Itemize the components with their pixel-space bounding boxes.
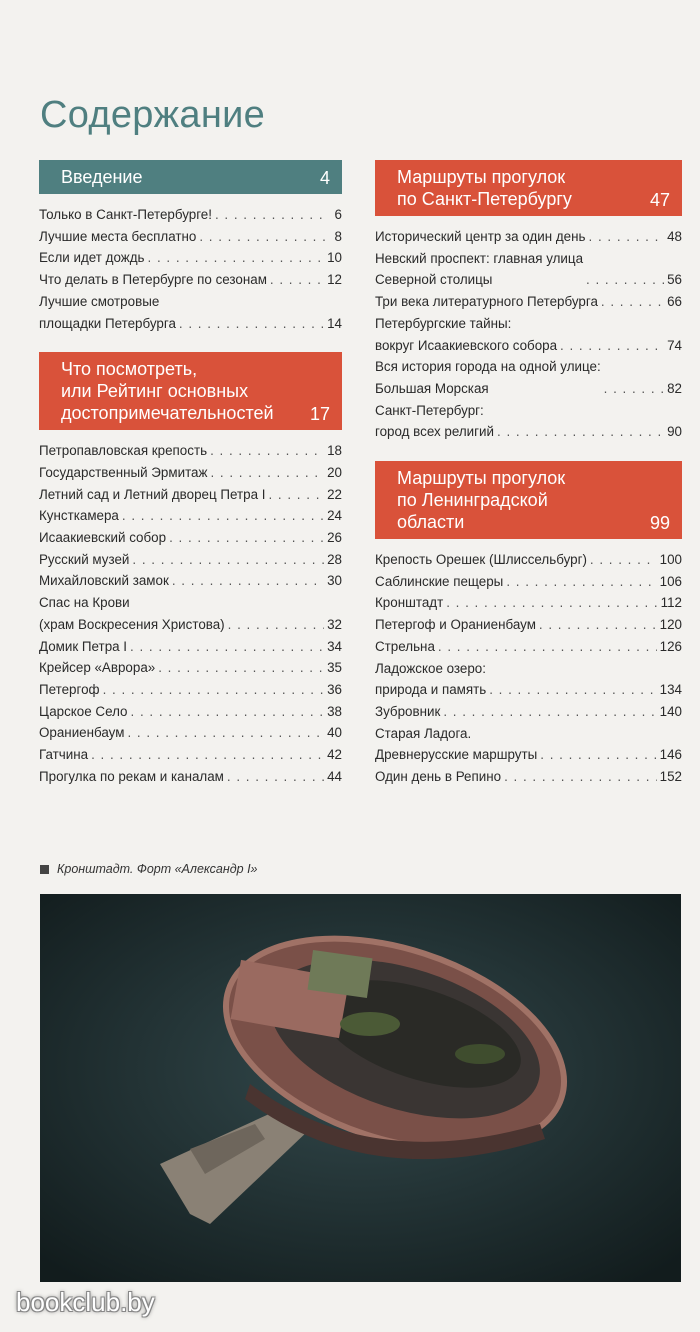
toc-leader-dots: [179, 313, 324, 335]
toc-entry-page: 126: [659, 638, 682, 654]
toc-entry-page: 32: [327, 616, 342, 632]
toc-entry-title: [39, 722, 124, 744]
toc-leader-dots: [228, 614, 324, 636]
toc-entry-title-line: Исторический центр за один день: [375, 229, 586, 244]
section-page-number: 17: [309, 404, 330, 425]
section-heading-line: Маршруты прогулок: [397, 167, 566, 187]
toc-entry-page: 152: [659, 769, 682, 785]
toc-entry-title: [375, 313, 557, 356]
toc-leader-dots: [103, 679, 325, 701]
toc-entry-page: 35: [327, 660, 342, 676]
toc-entry[interactable]: [375, 291, 682, 313]
section-heading-line: по Ленинградской: [397, 490, 548, 511]
toc-entry-page: 48: [667, 229, 682, 244]
toc-entry[interactable]: [39, 226, 342, 248]
toc-entry-page: 90: [667, 424, 682, 440]
toc-entry-page: 146: [659, 747, 682, 763]
toc-entry-title: [375, 723, 537, 766]
toc-leader-dots: [438, 636, 657, 658]
toc-entry[interactable]: [375, 614, 682, 636]
section-heading-line: Что посмотреть,: [61, 359, 198, 380]
section-heading-line: Введение: [61, 167, 143, 187]
toc-entry-title-line: Древнерусские маршруты: [375, 747, 538, 763]
section-page-number: 4: [319, 168, 330, 188]
toc-entry-page: 140: [659, 703, 682, 719]
section-heading-lines: [397, 166, 672, 210]
toc-entry-title-line: Лучшие места бесплатно: [39, 228, 197, 244]
toc-entry-title-line: Михайловский замок: [39, 573, 169, 589]
toc-entry-page: 18: [327, 443, 342, 459]
toc-entry-title: [375, 400, 494, 443]
toc-leader-dots: [270, 269, 324, 291]
fort-photo: [40, 894, 681, 1282]
toc-entry-title: [39, 766, 224, 788]
toc-entry-title-line: Стрельна: [375, 638, 435, 654]
toc-entry-title: [375, 248, 583, 291]
toc-left-column: [39, 160, 342, 805]
toc-entry-title-line: Государственный Эрмитаж: [39, 464, 208, 480]
toc-entry-title: [39, 744, 88, 766]
toc-entry-title-line: Спас на Крови: [39, 595, 130, 611]
fort-illustration: [40, 894, 681, 1282]
toc-entry-title: [39, 440, 207, 462]
toc-entry-title: [375, 592, 443, 614]
toc-leader-dots: [560, 335, 664, 357]
section-page-number: 99: [649, 513, 670, 534]
toc-leader-dots: [172, 570, 324, 592]
toc-entry-page: 82: [667, 380, 682, 396]
toc-entry-title-line: Санкт-Петербург:: [375, 402, 484, 418]
toc-entry[interactable]: [39, 247, 342, 269]
toc-entry-title-line: вокруг Исаакиевского собора: [375, 337, 558, 353]
section-heading-line: по Санкт-Петербургу: [397, 189, 572, 209]
page-title: Содержание: [40, 94, 266, 136]
toc-leader-dots: [122, 505, 324, 527]
toc-entry-title-line: Крепость Орешек (Шлиссельбург): [375, 552, 587, 568]
toc-entry[interactable]: [375, 766, 682, 788]
toc-entry-title-line: Только в Санкт-Петербурге!: [39, 207, 212, 222]
toc-entry-list: [39, 440, 342, 787]
toc-entry-title: [39, 527, 166, 549]
toc-leader-dots: [131, 701, 325, 723]
toc-entry-title-line: (храм Воскресения Христова): [39, 616, 225, 632]
toc-entry-title-line: Если идет дождь: [39, 250, 145, 266]
toc-entry-title-line: Прогулка по рекам и каналам: [39, 768, 224, 784]
toc-entry-title-line: Невский проспект: главная улица: [375, 250, 584, 266]
toc-leader-dots: [199, 226, 325, 248]
section-heading-line: достопримечательностей: [61, 403, 274, 424]
toc-entry[interactable]: [375, 356, 682, 399]
toc-entry-page: 40: [327, 725, 342, 741]
toc-entry-title-line: Три века литературного Петербурга: [375, 294, 598, 310]
toc-entry-title-line: Ладожское озеро:: [375, 660, 486, 676]
toc-entry-list: [39, 204, 342, 334]
toc-entry-page: 28: [327, 551, 342, 567]
toc-entry-title-line: Кунсткамера: [39, 508, 119, 524]
toc-entry-title-line: Старая Ладога.: [375, 725, 472, 741]
toc-entry-title: [39, 484, 265, 506]
toc-entry[interactable]: [39, 484, 342, 506]
toc-leader-dots: [91, 744, 324, 766]
toc-entry-page: 24: [327, 508, 342, 524]
toc-entry-page: 22: [327, 486, 342, 502]
toc-entry[interactable]: [39, 592, 342, 635]
toc-entry-title: [375, 291, 598, 313]
toc-leader-dots: [590, 549, 657, 571]
toc-entry-title: [39, 592, 225, 635]
toc-entry-page: 106: [659, 573, 682, 589]
toc-entry-page: 20: [327, 464, 342, 480]
section-heading[interactable]: [375, 160, 682, 216]
toc-leader-dots: [604, 378, 664, 400]
toc-entry[interactable]: [375, 226, 682, 248]
toc-entry-title: [375, 571, 503, 593]
toc-entry-title-line: Петербургские тайны:: [375, 315, 512, 331]
toc-entry-page: 36: [327, 681, 342, 697]
toc-entry[interactable]: [39, 269, 342, 291]
toc-leader-dots: [489, 679, 656, 701]
toc-entry-page: 6: [334, 207, 342, 222]
toc-entry-title: [39, 291, 176, 334]
toc-entry-title-line: площадки Петербурга: [39, 315, 176, 331]
toc-entry-title-line: Ораниенбаум: [39, 725, 125, 741]
toc-leader-dots: [132, 549, 324, 571]
toc-leader-dots: [210, 462, 324, 484]
toc-entry-title-line: Крейсер «Аврора»: [39, 660, 156, 676]
section-heading-line: Маршруты прогулок: [397, 468, 566, 489]
toc-entry-title-line: Летний сад и Летний дворец Петра I: [39, 486, 266, 502]
toc-entry[interactable]: [39, 505, 342, 527]
toc-entry-title-line: Гатчина: [39, 747, 89, 763]
toc-leader-dots: [268, 484, 324, 506]
caption-bullet-icon: [40, 865, 49, 874]
toc-entry-page: 14: [327, 315, 342, 331]
toc-entry[interactable]: [375, 636, 682, 658]
photo-caption: [40, 862, 258, 876]
section-heading[interactable]: [39, 160, 342, 194]
toc-entry[interactable]: [39, 766, 342, 788]
toc-leader-dots: [210, 440, 324, 462]
toc-leader-dots: [148, 247, 325, 269]
section-heading[interactable]: [375, 461, 682, 539]
toc-entry-title-line: Петергоф: [39, 681, 100, 697]
toc-entry-page: 34: [327, 638, 342, 654]
toc-entry-page: 100: [659, 552, 682, 568]
toc-right-column: [375, 160, 682, 806]
toc-entry-page: 12: [327, 272, 342, 288]
toc-entry[interactable]: [39, 744, 342, 766]
toc-entry-title: [39, 269, 267, 291]
toc-entry-page: 42: [327, 747, 342, 763]
toc-entry[interactable]: [39, 549, 342, 571]
toc-entry-page: 26: [327, 530, 342, 546]
toc-leader-dots: [601, 291, 664, 313]
toc-entry-page: 112: [660, 595, 682, 611]
toc-leader-dots: [446, 592, 657, 614]
toc-entry-title-line: Домик Петра I: [39, 638, 128, 654]
toc-entry-title: [39, 462, 207, 484]
caption-text: Кронштадт. Форт «Александр I»: [57, 862, 258, 876]
toc-entry[interactable]: [39, 701, 342, 723]
toc-entry-page: 38: [327, 703, 342, 719]
toc-entry[interactable]: [375, 313, 682, 356]
toc-entry[interactable]: [375, 592, 682, 614]
toc-entry-title: [39, 204, 212, 226]
toc-entry-title: [375, 549, 587, 571]
toc-entry-page: 30: [327, 573, 342, 589]
toc-leader-dots: [540, 744, 656, 766]
toc-entry-title-line: Зубровник: [375, 703, 441, 719]
toc-entry-page: 44: [327, 768, 342, 784]
toc-entry-title: [39, 701, 128, 723]
toc-entry-title-line: Лучшие смотровые: [39, 293, 160, 309]
toc-entry-title: [375, 658, 486, 701]
toc-entry-title-line: Царское Село: [39, 703, 128, 719]
toc-entry-title-line: Петергоф и Ораниенбаум: [375, 617, 536, 633]
toc-entry[interactable]: [39, 440, 342, 462]
toc-entry[interactable]: [39, 462, 342, 484]
toc-entry-title: [375, 614, 536, 636]
toc-entry-title-line: Вся история города на одной улице:: [375, 359, 601, 375]
toc-leader-dots: [504, 766, 657, 788]
toc-leader-dots: [506, 571, 656, 593]
toc-entry-title: [39, 226, 196, 248]
toc-leader-dots: [158, 657, 324, 679]
toc-entry-title: [39, 657, 155, 679]
toc-entry-title: [39, 247, 145, 269]
toc-entry[interactable]: [375, 248, 682, 291]
toc-entry[interactable]: [39, 657, 342, 679]
toc-entry-title-line: Саблинские пещеры: [375, 573, 504, 589]
toc-leader-dots: [169, 527, 324, 549]
toc-entry-title: [375, 356, 601, 399]
section-heading[interactable]: [39, 352, 342, 430]
toc-entry-page: 8: [334, 228, 342, 244]
toc-entry-title: [375, 636, 435, 658]
toc-entry[interactable]: [39, 291, 342, 334]
toc-entry-page: 66: [667, 294, 682, 310]
toc-entry[interactable]: [39, 570, 342, 592]
toc-entry[interactable]: [375, 549, 682, 571]
toc-leader-dots: [227, 766, 324, 788]
toc-leader-dots: [586, 269, 664, 291]
toc-entry-title: [39, 505, 119, 527]
toc-entry-title: [375, 766, 501, 788]
section-page-number: 47: [649, 190, 670, 210]
section-heading-line: области: [397, 512, 465, 533]
toc-entry-page: 74: [667, 337, 682, 353]
section-heading-lines: [61, 166, 332, 188]
toc-entry-title: [39, 570, 169, 592]
toc-entry-page: 10: [327, 250, 342, 266]
toc-entry-title-line: природа и память: [375, 682, 487, 698]
toc-leader-dots: [589, 226, 665, 248]
toc-entry-title-line: Кронштадт: [375, 595, 444, 611]
toc-entry-title-line: город всех религий: [375, 424, 494, 440]
toc-entry-page: 56: [667, 272, 682, 288]
toc-entry[interactable]: [39, 204, 342, 226]
toc-entry[interactable]: [375, 400, 682, 443]
section-heading-lines: [397, 467, 672, 533]
toc-entry-title: [375, 701, 440, 723]
toc-entry[interactable]: [39, 527, 342, 549]
toc-entry[interactable]: [375, 571, 682, 593]
toc-entry-title-line: Большая Морская: [375, 380, 489, 396]
section-heading-line: или Рейтинг основных: [61, 381, 249, 402]
toc-entry-title: [39, 636, 127, 658]
toc-entry-list: [375, 226, 682, 443]
toc-entry-title-line: Исаакиевский собор: [39, 530, 167, 546]
section-heading-lines: [61, 358, 332, 424]
toc-entry-title-line: Что делать в Петербурге по сезонам: [39, 272, 267, 288]
toc-entry[interactable]: [375, 701, 682, 723]
toc-entry-list: [375, 549, 682, 788]
toc-leader-dots: [130, 636, 324, 658]
toc-entry-page: 134: [659, 682, 682, 698]
toc-entry-title-line: Петропавловская крепость: [39, 443, 208, 459]
toc-entry-title-line: Северной столицы: [375, 272, 493, 288]
toc-entry[interactable]: [39, 636, 342, 658]
toc-entry-title: [39, 549, 129, 571]
toc-leader-dots: [215, 204, 325, 226]
toc-entry[interactable]: [39, 722, 342, 744]
toc-entry-title: [39, 679, 100, 701]
toc-leader-dots: [497, 421, 664, 443]
toc-entry[interactable]: [39, 679, 342, 701]
toc-entry-title-line: Русский музей: [39, 551, 130, 567]
toc-entry[interactable]: [375, 723, 682, 766]
toc-entry-title-line: Один день в Репино: [375, 769, 502, 785]
watermark: bookclub.by: [16, 1287, 155, 1317]
toc-entry-title: [375, 226, 586, 248]
toc-leader-dots: [127, 722, 324, 744]
toc-entry[interactable]: [375, 658, 682, 701]
toc-leader-dots: [539, 614, 657, 636]
toc-leader-dots: [443, 701, 656, 723]
toc-entry-page: 120: [659, 617, 682, 633]
